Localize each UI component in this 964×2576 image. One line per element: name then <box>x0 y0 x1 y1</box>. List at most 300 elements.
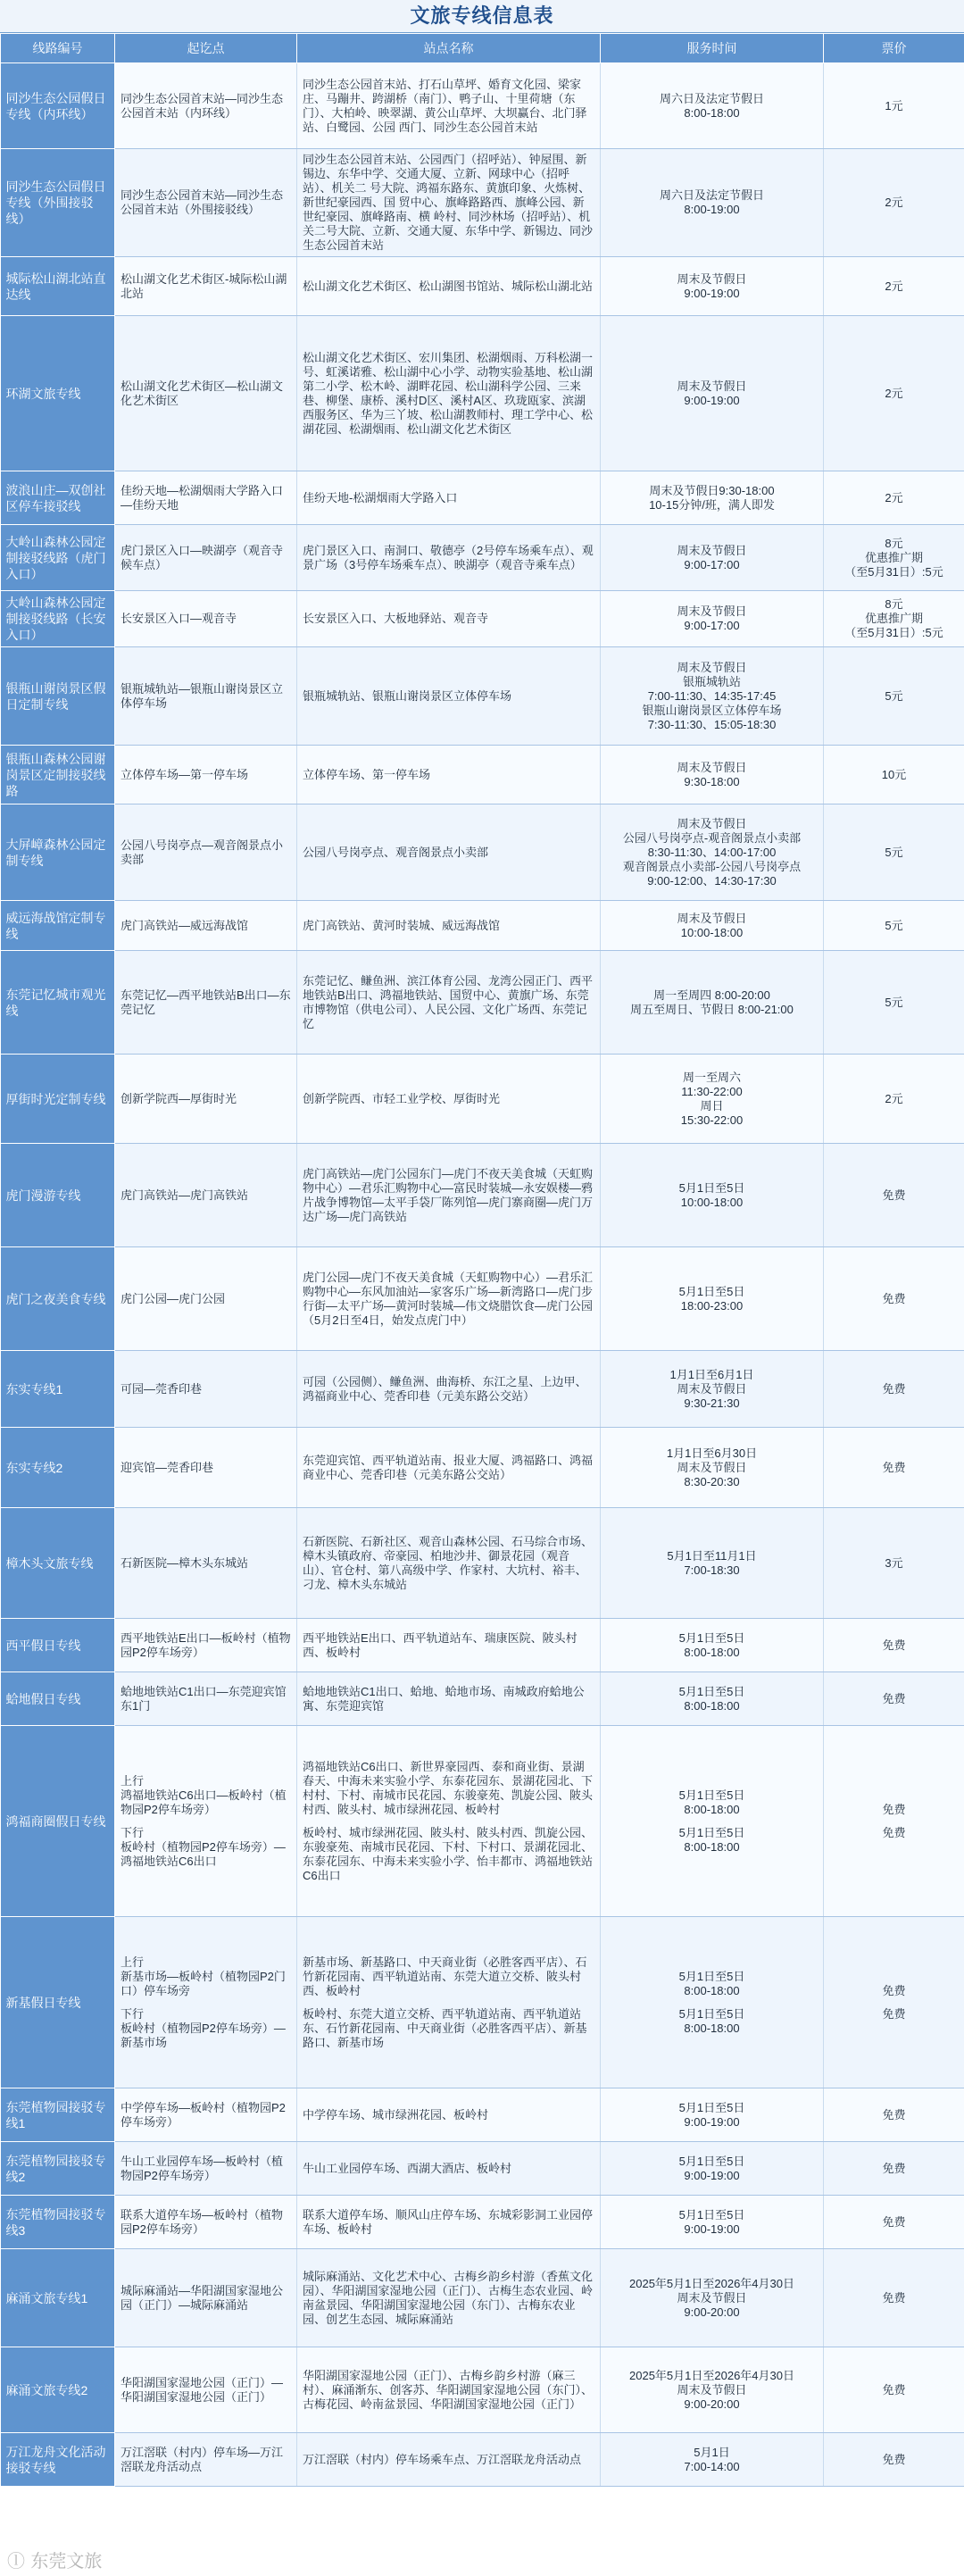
service-time-cell <box>601 2249 824 2347</box>
stops-text-part-1: 鸿福地铁站C6出口、新世界豪园西、泰和商业街、景湖春天、中海未来实验小学、东泰花园东、景湖花园北、下村村、下村、南城市民花园、东骏豪苑、凯旋公园、陂头村西、陂头村、城市绿洲花园、板岭村 <box>303 1759 594 1816</box>
stops-text: 虎门高铁站、黄河时装城、威远海战馆 <box>303 918 501 932</box>
fare-cell <box>824 2249 964 2347</box>
stops-text: 同沙生态公园首末站、公园西门（招呼站）、钟屋围、新锡边、东华中学、交通大厦、立新、网球中心（招呼站）、机关二 号大院、鸿福东路东、黄旗印象、火炼树、新世纪豪园西、国 贸中心、旗峰路路西、旗峰公园、新世纪豪园、旗峰路南、横 岭村、同沙林场（招呼站）、机关二号大院、立新、交通大厦、东华中学、新锡边、同沙生态公园首末站 <box>303 153 594 252</box>
route-name-text: 虎门漫游专线 <box>5 1188 81 1203</box>
stops-text: 城际麻涌站、文化艺术中心、古梅乡韵乡村游（香蕉文化园）、华阳湖国家湿地公园（正门）、古梅生态农业园、岭南盆景园、华阳湖国家湿地公园（东门）、古梅东农业园、创艺生态园、城际麻涌站 <box>303 2269 594 2326</box>
endpoints-text: 石新医院—樟木头东城站 <box>120 1555 249 1570</box>
stops-cell <box>297 1055 601 1144</box>
header-endpoints: 起讫点 <box>115 34 297 63</box>
stops-text: 长安景区入口、大板地驿站、观音寺 <box>303 612 489 625</box>
endpoints-text: 长安景区入口—观音寺 <box>120 612 237 625</box>
endpoints-text: 中学停车场—板岭村（植物园P2停车场旁） <box>120 2100 286 2129</box>
fare-text-part-1: 免费 <box>882 1983 906 1997</box>
stops-cell <box>297 591 601 647</box>
fare-text: 2元 <box>885 279 903 293</box>
service-time-cell <box>601 2433 824 2487</box>
service-time-text: 周末及节假日9:30-18:00 10-15分钟/班，满人即发 <box>649 483 775 512</box>
fare-text: 5元 <box>885 688 903 703</box>
service-time-text: 1月1日至6月1日 周末及节假日 9:30-21:30 <box>669 1367 754 1410</box>
service-time-text: 周末及节假日 9:00-17:00 <box>677 543 747 571</box>
stops-cell <box>297 746 601 804</box>
endpoints-text: 城际麻涌站—华阳湖国家湿地公园（正门）—城际麻涌站 <box>120 2283 284 2312</box>
route-name-text: 东莞植物园接驳专线1 <box>5 2099 106 2130</box>
service-time-text-part-2: 5月1日至5日 8:00-18:00 <box>678 1825 745 1854</box>
table-row <box>1 2347 964 2433</box>
fare-cell <box>824 525 964 591</box>
fare-text: 免费 <box>882 2107 906 2122</box>
route-name-cell <box>1 1508 115 1619</box>
table-row <box>1 1428 964 1508</box>
route-name-cell <box>1 471 115 525</box>
stops-text: 松山湖文化艺术街区、松山湖图书馆站、城际松山湖北站 <box>303 279 594 293</box>
stops-text: 立体停车场、第一停车场 <box>303 767 431 781</box>
route-name-text: 大屏嶂森林公园定制专线 <box>5 837 106 868</box>
stops-cell <box>297 1144 601 1247</box>
service-time-cell <box>601 591 824 647</box>
table-row <box>1 1726 964 1917</box>
endpoints-cell <box>115 951 297 1055</box>
stops-text: 西平地铁站E出口、西平轨道站车、瑞康医院、陂头村西、板岭村 <box>303 1630 578 1659</box>
route-name-text: 东实专线2 <box>5 1460 63 1475</box>
fare-cell <box>824 804 964 901</box>
service-time-text: 1月1日至6月30日 周末及节假日 8:30-20:30 <box>666 1446 758 1488</box>
route-name-cell <box>1 746 115 804</box>
stops-text: 东莞记忆、鳒鱼洲、滨江体育公园、龙湾公园正门、西平地铁站B出口、鸿福地铁站、国贸中心、黄旗广场、东莞市博物馆（供电公司）、人民公园、文化广场西、东莞记忆 <box>303 973 594 1030</box>
route-name-cell <box>1 316 115 471</box>
service-time-cell <box>601 2142 824 2196</box>
stops-text: 联系大道停车场、顺风山庄停车场、东城彩影洞工业园停车场、板岭村 <box>303 2207 594 2236</box>
service-time-cell <box>601 471 824 525</box>
fare-cell <box>824 591 964 647</box>
fare-cell <box>824 1726 964 1917</box>
fare-text-part-2: 免费 <box>882 1825 906 1839</box>
route-name-text: 万江龙舟文化活动接驳专线 <box>5 2444 106 2475</box>
fare-text: 免费 <box>882 1188 906 1202</box>
route-name-text: 西平假日专线 <box>5 1638 81 1653</box>
fare-cell <box>824 1351 964 1428</box>
endpoints-cell <box>115 1619 297 1672</box>
route-name-cell <box>1 257 115 316</box>
service-time-cell <box>601 1055 824 1144</box>
route-name-cell <box>1 1726 115 1917</box>
fare-cell <box>824 149 964 257</box>
endpoints-cell <box>115 1247 297 1351</box>
endpoints-text-part-1: 上行 新基市场—板岭村（植物园P2门口）停车场旁 <box>120 1955 286 1997</box>
stops-cell <box>297 316 601 471</box>
route-name-cell <box>1 1144 115 1247</box>
service-time-text-part-1: 5月1日至5日 8:00-18:00 <box>678 1788 745 1816</box>
endpoints-cell <box>115 1508 297 1619</box>
endpoints-cell <box>115 2088 297 2142</box>
stops-cell <box>297 2249 601 2347</box>
endpoints-text: 迎宾馆—莞香印巷 <box>120 1460 214 1474</box>
stops-text: 佳纷天地-松湖烟雨大学路入口 <box>303 490 458 504</box>
stops-cell <box>297 951 601 1055</box>
service-time-cell <box>601 1351 824 1428</box>
table-row <box>1 471 964 525</box>
stops-text: 蛤地地铁站C1出口、蛤地、蛤地市场、南城政府蛤地公寓、东莞迎宾馆 <box>303 1684 585 1713</box>
table-row <box>1 2088 964 2142</box>
fare-text: 免费 <box>882 1381 906 1396</box>
route-name-cell <box>1 647 115 746</box>
endpoints-cell <box>115 647 297 746</box>
table-row <box>1 901 964 951</box>
stops-cell <box>297 525 601 591</box>
endpoints-cell <box>115 2142 297 2196</box>
header-route-id: 线路编号 <box>1 34 115 63</box>
stops-text: 石新医院、石新社区、观音山森林公园、石马综合市场、樟木头镇政府、帝豪园、柏地沙井、御景花园（观音山）、官仓村、第八高级中学、作家村、大坑村、裕丰、刁龙、樟木头东城站 <box>303 1534 594 1591</box>
header-fare: 票价 <box>824 34 964 63</box>
table-row <box>1 746 964 804</box>
fare-text: 2元 <box>885 196 903 209</box>
service-time-cell <box>601 1619 824 1672</box>
stops-cell <box>297 1726 601 1917</box>
stops-cell <box>297 1619 601 1672</box>
endpoints-cell <box>115 2433 297 2487</box>
route-name-cell <box>1 2433 115 2487</box>
service-time-cell <box>601 804 824 901</box>
service-time-cell <box>601 901 824 951</box>
fare-text: 5元 <box>885 845 903 859</box>
table-row <box>1 1619 964 1672</box>
stops-text: 虎门高铁站—虎门公园东门—虎门不夜天美食城（天虹购物中心）—君乐汇购物中心—富民时装城—永安娱楼—鸦片战争博物馆—太平手袋厂陈列馆—虎门寨商圈—虎门万达广场—虎门高铁站 <box>303 1166 594 1223</box>
service-time-text: 5月1日至11月1日 7:00-18:30 <box>667 1548 757 1577</box>
service-time-text: 5月1日至5日 8:00-18:00 <box>678 1630 745 1659</box>
table-row <box>1 63 964 149</box>
fare-text: 免费 <box>882 2214 906 2229</box>
route-name-cell <box>1 2249 115 2347</box>
fare-text: 2元 <box>885 386 903 400</box>
endpoints-cell <box>115 316 297 471</box>
fare-cell <box>824 951 964 1055</box>
endpoints-text: 虎门高铁站—威远海战馆 <box>120 918 249 932</box>
service-time-text: 周末及节假日 9:00-19:00 <box>677 271 747 300</box>
stops-text: 同沙生态公园首末站、打石山草坪、婚育文化园、梁家庄、马蹦井、跨湖桥（南门）、鸭子山、十里荷塘（东门）、大柏岭、映翠湖、黄公山草坪、大坝赢台、北门驿站、白鹭园、公园 西门、同沙生态公园首末站 <box>303 77 587 134</box>
service-time-cell <box>601 316 824 471</box>
stops-cell <box>297 1917 601 2088</box>
service-time-text: 周末及节假日 9:00-17:00 <box>677 604 747 632</box>
stops-text: 万江滘联（村内）停车场乘车点、万江滘联龙舟活动点 <box>303 2452 582 2466</box>
endpoints-text-part-2: 下行 板岭村（植物园P2停车场旁）—鸿福地铁站C6出口 <box>120 1825 286 1868</box>
fare-cell <box>824 2347 964 2433</box>
fare-cell <box>824 1672 964 1726</box>
route-name-cell <box>1 1917 115 2088</box>
fare-text: 8元 优惠推广期 （至5月31日）:5元 <box>844 597 943 639</box>
route-name-text: 麻涌文旅专线1 <box>5 2290 88 2305</box>
fare-text: 免费 <box>882 1691 906 1705</box>
stops-text-part-1: 新基市场、新基路口、中天商业街（必胜客西平店）、石竹新花园南、西平轨道站南、东莞大道立交桥、陂头村西、板岭村 <box>303 1955 587 1997</box>
route-name-text: 东莞植物园接驳专线3 <box>5 2206 106 2238</box>
stops-text: 银瓶城轨站、银瓶山谢岗景区立体停车场 <box>303 688 512 703</box>
service-time-cell <box>601 1917 824 2088</box>
table-row <box>1 525 964 591</box>
service-time-text: 2025年5月1日至2026年4月30日 周末及节假日 9:00-20:00 <box>629 2368 794 2411</box>
fare-text: 5元 <box>885 918 903 932</box>
route-name-text: 樟木头文旅专线 <box>5 1555 94 1571</box>
fare-text: 1元 <box>885 98 903 113</box>
table-row <box>1 2433 964 2487</box>
route-name-cell <box>1 149 115 257</box>
service-time-cell <box>601 1428 824 1508</box>
service-time-text: 周一至周四 8:00-20:00 周五至周日、节假日 8:00-21:00 <box>630 988 794 1016</box>
route-name-text: 虎门之夜美食专线 <box>5 1291 106 1306</box>
stops-cell <box>297 471 601 525</box>
service-time-text: 周一至周六 11:30-22:00 周日 15:30-22:00 <box>680 1070 744 1127</box>
route-name-text: 同沙生态公园假日专线（外围接驳线） <box>5 179 106 226</box>
stops-cell <box>297 2433 601 2487</box>
stops-cell <box>297 901 601 951</box>
fare-cell <box>824 1247 964 1351</box>
route-name-cell <box>1 1672 115 1726</box>
service-time-cell <box>601 1247 824 1351</box>
endpoints-text: 同沙生态公园首末站—同沙生态公园首末站（外围接驳线） <box>120 188 284 216</box>
route-name-text: 波浪山庄—双创社区停车接驳线 <box>5 482 106 513</box>
route-name-cell <box>1 2196 115 2249</box>
endpoints-text: 西平地铁站E出口—板岭村（植物园P2停车场旁） <box>120 1630 291 1659</box>
endpoints-cell <box>115 1726 297 1917</box>
endpoints-cell <box>115 2347 297 2433</box>
endpoints-text: 松山湖文化艺术街区—松山湖文化艺术街区 <box>120 379 284 407</box>
fare-text: 免费 <box>882 2382 906 2397</box>
route-name-cell <box>1 63 115 149</box>
route-name-cell <box>1 951 115 1055</box>
fare-text: 免费 <box>882 1291 906 1305</box>
stops-cell <box>297 2347 601 2433</box>
fare-cell <box>824 1619 964 1672</box>
service-time-cell <box>601 1726 824 1917</box>
endpoints-cell <box>115 1917 297 2088</box>
stops-text: 松山湖文化艺术街区、宏川集团、松湖烟雨、万科松湖一号、虹溪诺雅、松山湖中心小学、动物实验基地、松山湖第二小学、松木岭、湖畔花园、松山湖科学公园、三来巷、柳堡、康桥、溪村D区、溪村A区、玖珑瓯家、滨湖西服务区、华为三丫坡、松山湖教师村、理工学中心、松湖花园、松湖烟雨、松山湖文化艺术街区 <box>303 350 594 436</box>
route-name-cell <box>1 1619 115 1672</box>
stops-text-part-2: 板岭村、东莞大道立交桥、西平轨道站南、西平轨道站东、石竹新花园南、中天商业街（必胜客西平店）、新基路口、新基市场 <box>303 2006 587 2049</box>
page-title: 文旅专线信息表 <box>0 0 964 33</box>
fare-cell <box>824 471 964 525</box>
route-name-text: 银瓶山谢岗景区假日定制专线 <box>5 680 106 712</box>
route-name-text: 威远海战馆定制专线 <box>5 910 106 941</box>
endpoints-text: 虎门公园—虎门公园 <box>120 1291 226 1305</box>
fare-cell <box>824 2196 964 2249</box>
endpoints-cell <box>115 63 297 149</box>
endpoints-text: 蛤地地铁站C1出口—东莞迎宾馆东1门 <box>120 1684 287 1713</box>
service-time-text: 周末及节假日 9:30-18:00 <box>677 760 747 788</box>
fare-text-part-1: 免费 <box>882 1802 906 1816</box>
service-time-text: 5月1日至5日 8:00-18:00 <box>678 1684 745 1713</box>
fare-text: 免费 <box>882 2161 906 2175</box>
table-row <box>1 1508 964 1619</box>
endpoints-text: 虎门景区入口—映湖亭（观音寺候车点） <box>120 543 284 571</box>
fare-cell <box>824 2142 964 2196</box>
stops-cell <box>297 1351 601 1428</box>
service-time-text: 5月1日至5日 10:00-18:00 <box>678 1180 745 1209</box>
stops-cell <box>297 257 601 316</box>
stops-text: 虎门景区入口、南洞口、敬德亭（2号停车场乘车点）、观景广场（3号停车场乘车点）、映湖亭（观音寺乘车点） <box>303 543 594 571</box>
table-row <box>1 316 964 471</box>
endpoints-cell <box>115 746 297 804</box>
stops-cell <box>297 1428 601 1508</box>
endpoints-text: 公园八号岗亭点—观音阁景点小卖部 <box>120 838 284 866</box>
service-time-text: 周末及节假日 10:00-18:00 <box>677 911 747 939</box>
table-row <box>1 1351 964 1428</box>
fare-text: 免费 <box>882 1638 906 1652</box>
stops-cell <box>297 63 601 149</box>
service-time-cell <box>601 1144 824 1247</box>
fare-cell <box>824 901 964 951</box>
endpoints-cell <box>115 257 297 316</box>
service-time-cell <box>601 2347 824 2433</box>
service-time-text: 5月1日 7:00-14:00 <box>684 2445 740 2473</box>
endpoints-cell <box>115 1672 297 1726</box>
route-name-text: 银瓶山森林公园谢岗景区定制接驳线路 <box>5 751 106 798</box>
stops-cell <box>297 1508 601 1619</box>
stops-text: 华阳湖国家湿地公园（正门）、古梅乡韵乡村游（麻三村）、麻涌渐东、创客苏、华阳湖国家湿地公园（东门）、古梅花园、岭南盆景园、华阳湖国家湿地公园（正门） <box>303 2368 594 2411</box>
route-name-cell <box>1 901 115 951</box>
endpoints-cell <box>115 1351 297 1428</box>
endpoints-cell <box>115 149 297 257</box>
fare-text: 5元 <box>885 995 903 1009</box>
stops-text: 可园（公园侧）、鳒鱼洲、曲海桥、东江之星、上边甲、鸿福商业中心、莞香印巷（元美东路公交站） <box>303 1374 587 1403</box>
route-name-text: 大岭山森林公园定制接驳线路（虎门入口） <box>5 534 106 581</box>
endpoints-text: 虎门高铁站—虎门高铁站 <box>120 1188 249 1202</box>
route-name-text: 蛤地假日专线 <box>5 1691 81 1706</box>
service-time-cell <box>601 2196 824 2249</box>
route-name-text: 同沙生态公园假日专线（内环线） <box>5 90 106 121</box>
endpoints-text: 联系大道停车场—板岭村（植物园P2停车场旁） <box>120 2207 284 2236</box>
service-time-cell <box>601 63 824 149</box>
table-row <box>1 804 964 901</box>
service-time-cell <box>601 525 824 591</box>
fare-cell <box>824 63 964 149</box>
fare-text: 2元 <box>885 1091 903 1105</box>
fare-cell <box>824 746 964 804</box>
table-row <box>1 1247 964 1351</box>
table-row <box>1 1144 964 1247</box>
service-time-cell <box>601 2088 824 2142</box>
service-time-cell <box>601 1672 824 1726</box>
route-name-cell <box>1 591 115 647</box>
fare-cell <box>824 1144 964 1247</box>
stops-text: 创新学院西、市轻工业学校、厚街时光 <box>303 1091 501 1105</box>
fare-cell <box>824 1055 964 1144</box>
stops-text-part-2: 板岭村、城市绿洲花园、陂头村、陂头村西、凯旋公园、东骏豪苑、南城市民花园、下村、下村口、景湖花园北、东泰花园东、中海未来实验小学、怡丰都市、鸿福地铁站C6出口 <box>303 1825 594 1882</box>
route-name-text: 麻涌文旅专线2 <box>5 2382 88 2397</box>
route-table <box>0 33 964 2487</box>
route-name-text: 东莞植物园接驳专线2 <box>5 2153 106 2184</box>
fare-text: 免费 <box>882 2452 906 2466</box>
stops-text: 牛山工业园停车场、西湖大酒店、板岭村 <box>303 2161 512 2175</box>
service-time-text: 周末及节假日 公园八号岗亭点-观音阁景点小卖部 8:30-11:30、14:00-17:00 观音阁景点小卖部-公园八号岗亭点 9:00-12:00、14:30-17:30 <box>622 816 802 888</box>
table-body <box>1 63 964 2487</box>
endpoints-text: 万江滘联（村内）停车场—万江滘联龙舟活动点 <box>120 2445 284 2473</box>
route-name-text: 环湖文旅专线 <box>5 386 81 401</box>
service-time-cell <box>601 149 824 257</box>
route-name-cell <box>1 2142 115 2196</box>
endpoints-text: 银瓶城轨站—银瓶山谢岗景区立体停车场 <box>120 681 284 710</box>
stops-cell <box>297 2196 601 2249</box>
fare-text: 8元 优惠推广期 （至5月31日）:5元 <box>844 536 943 579</box>
fare-cell <box>824 647 964 746</box>
service-time-text-part-2: 5月1日至5日 8:00-18:00 <box>678 2006 745 2035</box>
watermark: ⓛ 东莞文旅 <box>7 2550 103 2572</box>
fare-text: 3元 <box>885 1555 903 1570</box>
fare-cell <box>824 1917 964 2088</box>
header-stops: 站点名称 <box>297 34 601 63</box>
table-header-row <box>1 34 964 63</box>
stops-text: 公园八号岗亭点、观音阁景点小卖部 <box>303 845 489 859</box>
stops-cell <box>297 2088 601 2142</box>
table-row <box>1 647 964 746</box>
route-name-text: 鸿福商圈假日专线 <box>5 1813 106 1829</box>
fare-cell <box>824 257 964 316</box>
route-name-text: 东实专线1 <box>5 1381 63 1396</box>
service-time-text: 2025年5月1日至2026年4月30日 周末及节假日 9:00-20:00 <box>629 2276 794 2319</box>
route-name-cell <box>1 1428 115 1508</box>
fare-cell <box>824 2088 964 2142</box>
endpoints-cell <box>115 804 297 901</box>
fare-cell <box>824 2433 964 2487</box>
route-name-text: 新基假日专线 <box>5 1995 81 2010</box>
service-time-text-part-1: 5月1日至5日 8:00-18:00 <box>678 1969 745 1997</box>
table-row <box>1 1055 964 1144</box>
table-row <box>1 149 964 257</box>
fare-text: 免费 <box>882 2290 906 2305</box>
service-time-text: 周末及节假日 9:00-19:00 <box>677 379 747 407</box>
stops-cell <box>297 149 601 257</box>
fare-text-part-2: 免费 <box>882 2006 906 2021</box>
route-name-cell <box>1 2088 115 2142</box>
service-time-text: 5月1日至5日 9:00-19:00 <box>678 2207 745 2236</box>
route-name-cell <box>1 1351 115 1428</box>
stops-cell <box>297 804 601 901</box>
stops-cell <box>297 2142 601 2196</box>
service-time-cell <box>601 746 824 804</box>
fare-cell <box>824 1428 964 1508</box>
header-service-time: 服务时间 <box>601 34 824 63</box>
endpoints-text: 松山湖文化艺术街区-城际松山湖北站 <box>120 271 287 300</box>
service-time-text: 5月1日至5日 9:00-19:00 <box>678 2100 745 2129</box>
endpoints-text: 牛山工业园停车场—板岭村（植物园P2停车场旁） <box>120 2154 284 2182</box>
endpoints-cell <box>115 1144 297 1247</box>
table-row <box>1 2249 964 2347</box>
endpoints-cell <box>115 901 297 951</box>
table-row <box>1 1672 964 1726</box>
endpoints-cell <box>115 1428 297 1508</box>
fare-text: 2元 <box>885 490 903 504</box>
endpoints-text-part-2: 下行 板岭村（植物园P2停车场旁）—新基市场 <box>120 2006 286 2049</box>
route-name-text: 大岭山森林公园定制接驳线路（长安入口） <box>5 596 106 642</box>
route-name-cell <box>1 2347 115 2433</box>
endpoints-cell <box>115 2196 297 2249</box>
endpoints-cell <box>115 2249 297 2347</box>
service-time-cell <box>601 1508 824 1619</box>
stops-text: 中学停车场、城市绿洲花园、板岭村 <box>303 2107 489 2122</box>
route-name-cell <box>1 1055 115 1144</box>
route-name-text: 城际松山湖北站直达线 <box>5 271 106 302</box>
endpoints-text: 可园—莞香印巷 <box>120 1381 203 1396</box>
endpoints-cell <box>115 591 297 647</box>
route-name-cell <box>1 804 115 901</box>
table-row <box>1 1917 964 2088</box>
endpoints-text: 佳纷天地—松湖烟雨大学路入口—佳纷天地 <box>120 483 284 512</box>
table-row <box>1 2142 964 2196</box>
fare-text: 10元 <box>881 767 907 781</box>
endpoints-text: 东莞记忆—西平地铁站B出口—东莞记忆 <box>120 988 291 1016</box>
stops-cell <box>297 1247 601 1351</box>
endpoints-text: 创新学院西—厚街时光 <box>120 1091 237 1105</box>
service-time-text: 周末及节假日 银瓶城轨站 7:00-11:30、14:35-17:45 银瓶山谢岗景区立体停车场 7:30-11:30、15:05-18:30 <box>642 660 782 731</box>
fare-text: 免费 <box>882 1460 906 1474</box>
endpoints-cell <box>115 471 297 525</box>
endpoints-text: 华阳湖国家湿地公园（正门）—华阳湖国家湿地公园（正门） <box>120 2375 284 2404</box>
